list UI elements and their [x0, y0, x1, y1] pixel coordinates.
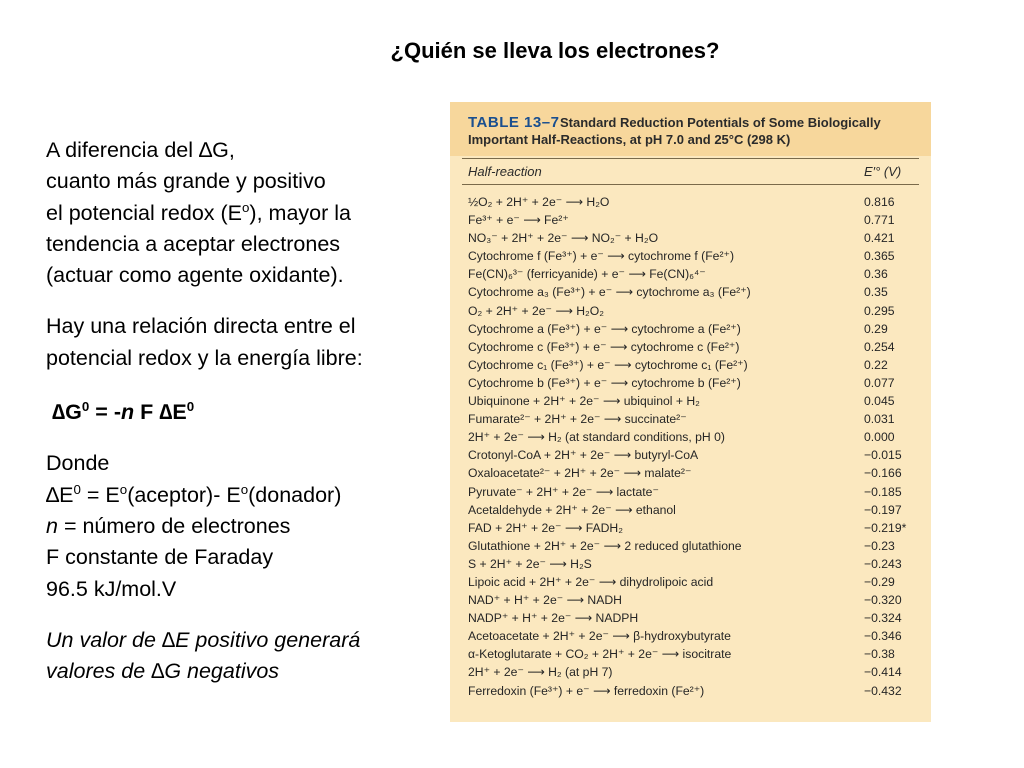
- half-reaction: Acetaldehyde + 2H⁺ + 2e⁻ ⟶ ethanol: [468, 502, 676, 517]
- half-reaction: Crotonyl-CoA + 2H⁺ + 2e⁻ ⟶ butyryl-CoA: [468, 448, 699, 463]
- reduction-potential: −0.414: [864, 665, 902, 680]
- table-row: [468, 229, 918, 247]
- table-row: [468, 663, 918, 681]
- f-definition: F constante de Faraday: [46, 545, 274, 570]
- half-reaction: Cytochrome c (Fe³⁺) + e⁻ ⟶ cytochrome c (Fe²⁺): [468, 339, 740, 354]
- half-reaction: O₂ + 2H⁺ + 2e⁻ ⟶ H₂O₂: [468, 303, 604, 318]
- table-caption: Standard Reduction Potentials of Some Biologically Important Half-Reactions, at pH 7.0 and 25°C (298 K): [468, 115, 881, 147]
- half-reaction: NO₃⁻ + 2H⁺ + 2e⁻ ⟶ NO₂⁻ + H₂O: [468, 231, 659, 246]
- half-reaction: Ferredoxin (Fe³⁺) + e⁻ ⟶ ferredoxin (Fe²⁺): [468, 683, 705, 698]
- half-reaction: Lipoic acid + 2H⁺ + 2e⁻ ⟶ dihydrolipoic acid: [468, 574, 714, 589]
- table-row: [468, 627, 918, 645]
- table-header: [450, 102, 931, 156]
- table-row: [468, 591, 918, 609]
- free-energy-formula: $\Delta G^0 = -n$ F $\Delta E^0$: [52, 398, 195, 425]
- table-rule: [462, 158, 919, 159]
- table-row: [468, 374, 918, 392]
- reduction-potential: 0.771: [864, 213, 895, 228]
- reduction-potential: −0.29: [864, 574, 895, 589]
- text-line: Hay una relación directa entre el: [46, 314, 356, 339]
- reduction-potential: −0.015: [864, 448, 902, 463]
- table-row: [468, 302, 918, 320]
- table-row: [468, 320, 918, 338]
- reduction-potential: 0.045: [864, 394, 895, 409]
- reduction-potentials-table: [450, 102, 931, 722]
- reduction-potential: 0.000: [864, 430, 895, 445]
- half-reaction: Cytochrome a₃ (Fe³⁺) + e⁻ ⟶ cytochrome a₃ (Fe²⁺): [468, 285, 751, 300]
- table-body: [468, 193, 918, 700]
- delta-e-definition: $\Delta E^0$ = $E^o(aceptor)-$ $E^o(donador)$: [46, 481, 342, 507]
- table-row: [468, 193, 918, 211]
- table-row: [468, 483, 918, 501]
- reduction-potential: −0.197: [864, 502, 902, 517]
- reduction-potential: −0.38: [864, 647, 895, 662]
- conclusion-line: Un valor de ∆E positivo generará: [46, 627, 361, 652]
- table-row: [468, 247, 918, 265]
- table-row: [468, 501, 918, 519]
- half-reaction: Fe³⁺ + e⁻ ⟶ Fe²⁺: [468, 213, 569, 228]
- half-reaction: S + 2H⁺ + 2e⁻ ⟶ H₂S: [468, 556, 592, 571]
- reduction-potential: −0.243: [864, 556, 902, 571]
- reduction-potential: 0.35: [864, 285, 888, 300]
- text-line: potencial redox y la energía libre:: [46, 345, 363, 370]
- column-header-potential: E′° (V): [864, 164, 902, 179]
- reduction-potential: −0.324: [864, 611, 902, 626]
- reduction-potential: −0.185: [864, 484, 902, 499]
- half-reaction: Fumarate²⁻ + 2H⁺ + 2e⁻ ⟶ succinate²⁻: [468, 412, 687, 427]
- column-header-reaction: Half-reaction: [468, 164, 542, 179]
- half-reaction: Cytochrome a (Fe³⁺) + e⁻ ⟶ cytochrome a (Fe²⁺): [468, 321, 741, 336]
- table-row: [468, 211, 918, 229]
- half-reaction: Glutathione + 2H⁺ + 2e⁻ ⟶ 2 reduced glutathione: [468, 538, 742, 553]
- half-reaction: α-Ketoglutarate + CO₂ + 2H⁺ + 2e⁻ ⟶ isocitrate: [468, 647, 732, 662]
- half-reaction: Oxaloacetate²⁻ + 2H⁺ + 2e⁻ ⟶ malate²⁻: [468, 466, 692, 481]
- table-row: [468, 682, 918, 700]
- half-reaction: 2H⁺ + 2e⁻ ⟶ H₂ (at pH 7): [468, 665, 613, 680]
- half-reaction: Ubiquinone + 2H⁺ + 2e⁻ ⟶ ubiquinol + H₂: [468, 394, 700, 409]
- table-row: [468, 392, 918, 410]
- half-reaction: ½O₂ + 2H⁺ + 2e⁻ ⟶ H₂O: [468, 195, 610, 209]
- reduction-potential: 0.031: [864, 412, 895, 427]
- table-row: [468, 356, 918, 374]
- text-line: A diferencia del ∆G,: [46, 138, 235, 162]
- table-row: [468, 609, 918, 627]
- table-row: [468, 464, 918, 482]
- donde-label: Donde: [46, 451, 110, 476]
- table-row: [468, 446, 918, 464]
- reduction-potential: 0.22: [864, 357, 888, 372]
- reduction-potential: 0.254: [864, 339, 895, 354]
- text-line: (actuar como agente oxidante).: [46, 263, 344, 288]
- half-reaction: Fe(CN)₆³⁻ (ferricyanide) + e⁻ ⟶ Fe(CN)₆⁴⁻: [468, 267, 706, 282]
- reduction-potential: 0.295: [864, 303, 895, 318]
- f-value: 96.5 kJ/mol.V: [46, 576, 177, 601]
- reduction-potential: 0.29: [864, 321, 888, 336]
- table-row: [468, 519, 918, 537]
- half-reaction: Cytochrome b (Fe³⁺) + e⁻ ⟶ cytochrome b (Fe²⁺): [468, 375, 741, 390]
- text-line: cuanto más grande y positivo: [46, 169, 326, 194]
- table-row: [468, 428, 918, 446]
- table-rule: [462, 184, 919, 185]
- half-reaction: NAD⁺ + H⁺ + 2e⁻ ⟶ NADH: [468, 593, 622, 608]
- reduction-potential: −0.320: [864, 593, 902, 608]
- reduction-potential: 0.816: [864, 195, 895, 209]
- half-reaction: 2H⁺ + 2e⁻ ⟶ H₂ (at standard conditions, pH 0): [468, 430, 725, 445]
- conclusion-line: valores de ∆G negativos: [46, 659, 280, 684]
- slide-title: ¿Quién se lleva los electrones?: [390, 38, 720, 63]
- text-line: el potencial redox $(E^o)$, mayor la: [46, 199, 351, 225]
- half-reaction: Cytochrome f (Fe³⁺) + e⁻ ⟶ cytochrome f (Fe²⁺): [468, 249, 735, 264]
- half-reaction: Acetoacetate + 2H⁺ + 2e⁻ ⟶ β-hydroxybutyrate: [468, 629, 731, 644]
- text-line: tendencia a aceptar electrones: [46, 231, 341, 256]
- table-row: [468, 537, 918, 555]
- reduction-potential: −0.166: [864, 466, 902, 481]
- n-definition: n = número de electrones: [46, 513, 291, 538]
- half-reaction: Cytochrome c₁ (Fe³⁺) + e⁻ ⟶ cytochrome c₁ (Fe²⁺): [468, 357, 748, 372]
- reduction-potential: 0.36: [864, 267, 888, 282]
- reduction-potential: −0.23: [864, 538, 895, 553]
- explanation-text: [46, 135, 441, 687]
- table-row: [468, 410, 918, 428]
- reduction-potential: 0.365: [864, 249, 895, 264]
- table-row: [468, 555, 918, 573]
- reduction-potential: −0.346: [864, 629, 902, 644]
- half-reaction: Pyruvate⁻ + 2H⁺ + 2e⁻ ⟶ lactate⁻: [468, 484, 659, 499]
- reduction-potential: 0.077: [864, 375, 895, 390]
- reduction-potential: −0.219*: [864, 520, 907, 535]
- table-row: [468, 338, 918, 356]
- table-row: [468, 283, 918, 301]
- reduction-potential: −0.432: [864, 683, 902, 698]
- half-reaction: FAD + 2H⁺ + 2e⁻ ⟶ FADH₂: [468, 520, 623, 535]
- half-reaction: NADP⁺ + H⁺ + 2e⁻ ⟶ NADPH: [468, 611, 639, 626]
- table-row: [468, 265, 918, 283]
- table-row: [468, 645, 918, 663]
- reduction-potential: 0.421: [864, 231, 895, 246]
- table-row: [468, 573, 918, 591]
- table-label: TABLE 13–7: [468, 114, 560, 131]
